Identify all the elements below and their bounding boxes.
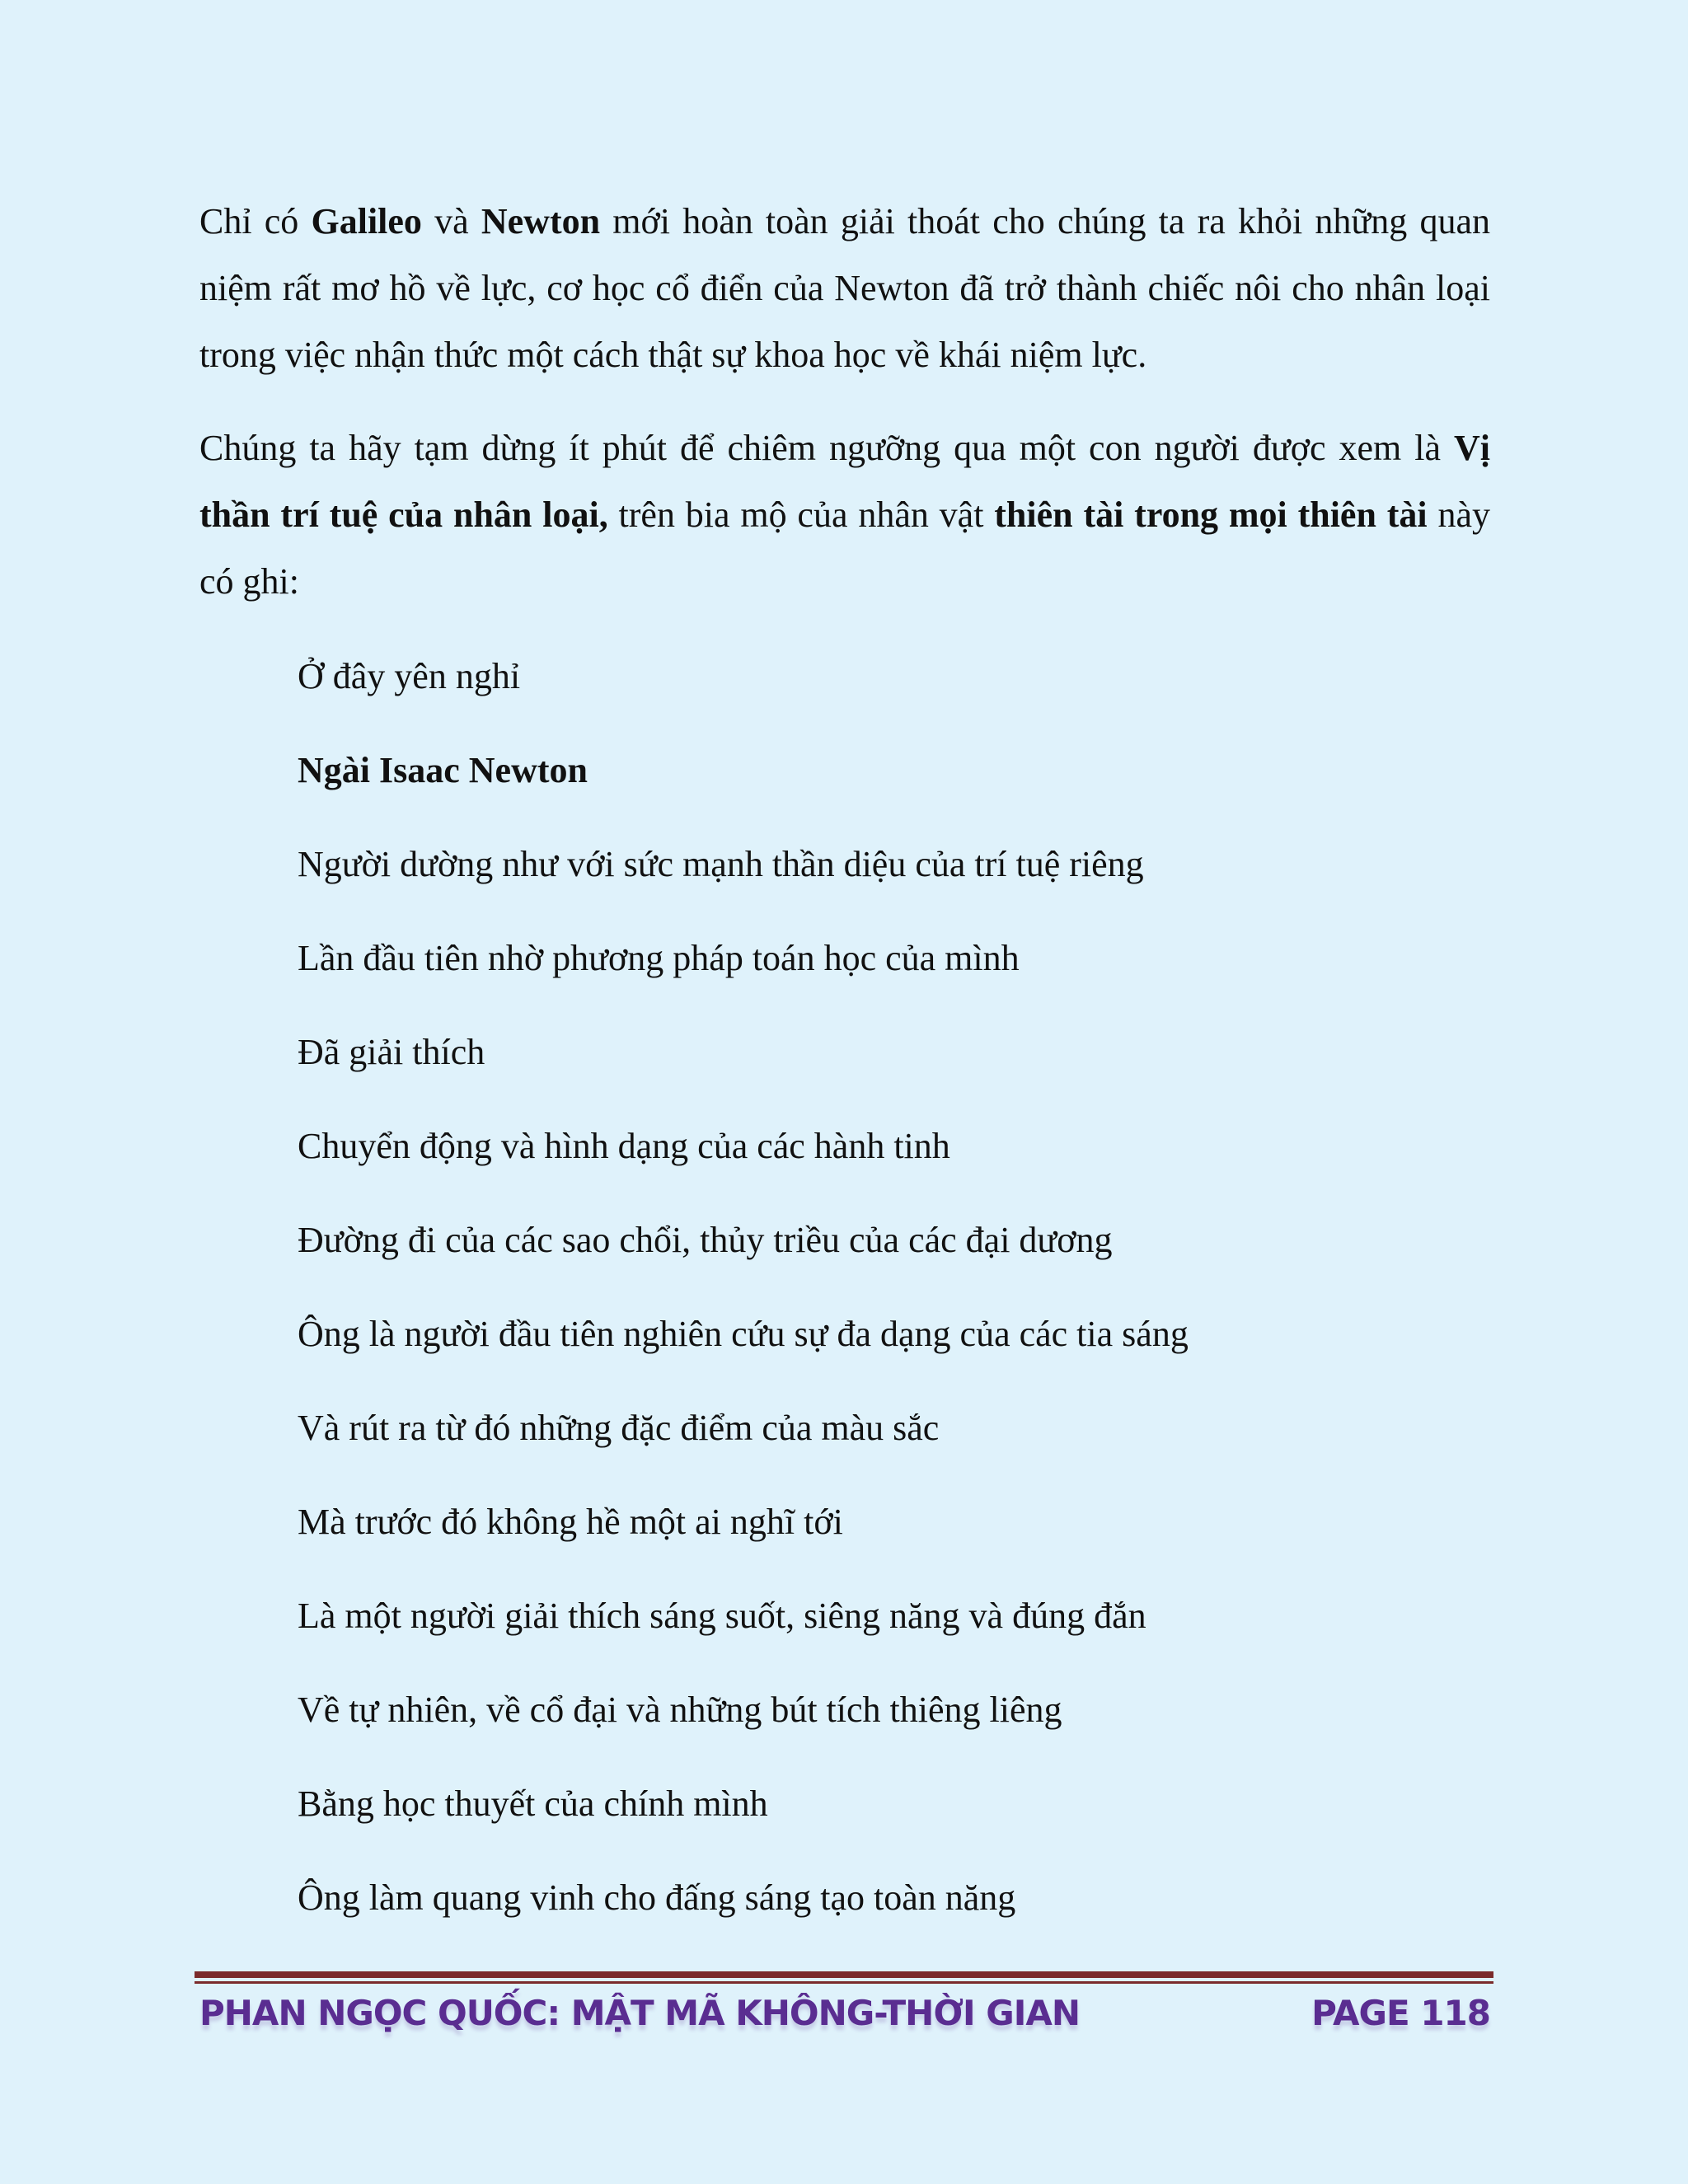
verse-line: Ông là người đầu tiên nghiên cứu sự đa dạng của các tia sáng — [298, 1314, 1189, 1354]
verse-line: Người dường như với sức mạnh thần diệu của trí tuệ riêng — [298, 844, 1144, 884]
verse-line: Lần đầu tiên nhờ phương pháp toán học của mình — [298, 938, 1020, 978]
paragraph-text: trên bia mộ của nhân vật — [607, 494, 995, 535]
paragraph-text: Chúng ta hãy tạm dừng ít phút để chiêm ngưỡng qua một con người được xem là — [199, 428, 1454, 468]
footer-book-title: PHAN NGỌC QUỐC: MẬT MÃ KHÔNG-THỜI GIAN — [199, 1993, 1081, 2033]
paragraph-galileo-newton — [199, 188, 1490, 388]
paragraph-text: Chỉ có — [199, 201, 312, 241]
bold-term-newton: Newton — [481, 201, 601, 241]
footer-divider — [195, 1971, 1493, 1978]
verse-line: Đã giải thích — [298, 1032, 485, 1072]
epitaph-verse — [298, 641, 1189, 1957]
paragraph-text: này có ghi: — [199, 494, 1491, 602]
bold-term-galileo: Galileo — [311, 201, 422, 241]
paragraph-text: mới hoàn toàn giải thoát cho chúng ta ra khỏi những quan niệm rất mơ hồ về lực, cơ học cổ điển của Newton đã trở thành chiếc nôi cho nhân loại trong việc nhận thức một cách thật sự khoa học về khái niệm lực. — [199, 201, 1490, 375]
footer-divider-thin — [195, 1981, 1493, 1984]
verse-line: Ông làm quang vinh cho đấng sáng tạo toàn năng — [298, 1877, 1016, 1918]
verse-line-name: Ngài Isaac Newton — [298, 750, 588, 790]
bold-phrase-genius: thiên tài trong mọi thiên tài — [994, 494, 1428, 535]
verse-line: Đường đi của các sao chổi, thủy triều của các đại dương — [298, 1220, 1113, 1260]
paragraph-epitaph-intro — [199, 415, 1490, 615]
verse-line: Ở đây yên nghỉ — [298, 656, 521, 696]
verse-line: Mà trước đó không hề một ai nghĩ tới — [298, 1502, 843, 1542]
bold-phrase-god-of-intellect: Vị thần trí tuệ của nhân loại, — [199, 428, 1490, 535]
verse-line: Là một người giải thích sáng suốt, siêng năng và đúng đắn — [298, 1596, 1146, 1636]
verse-line: Bằng học thuyết của chính mình — [298, 1783, 768, 1824]
verse-line: Và rút ra từ đó những đặc điểm của màu sắc — [298, 1408, 940, 1448]
paragraph-text: và — [421, 201, 481, 241]
verse-line: Về tự nhiên, về cổ đại và những bút tích thiêng liêng — [298, 1690, 1062, 1730]
footer-page-number: PAGE 118 — [1311, 1993, 1490, 2033]
verse-line: Chuyển động và hình dạng của các hành tinh — [298, 1126, 950, 1166]
